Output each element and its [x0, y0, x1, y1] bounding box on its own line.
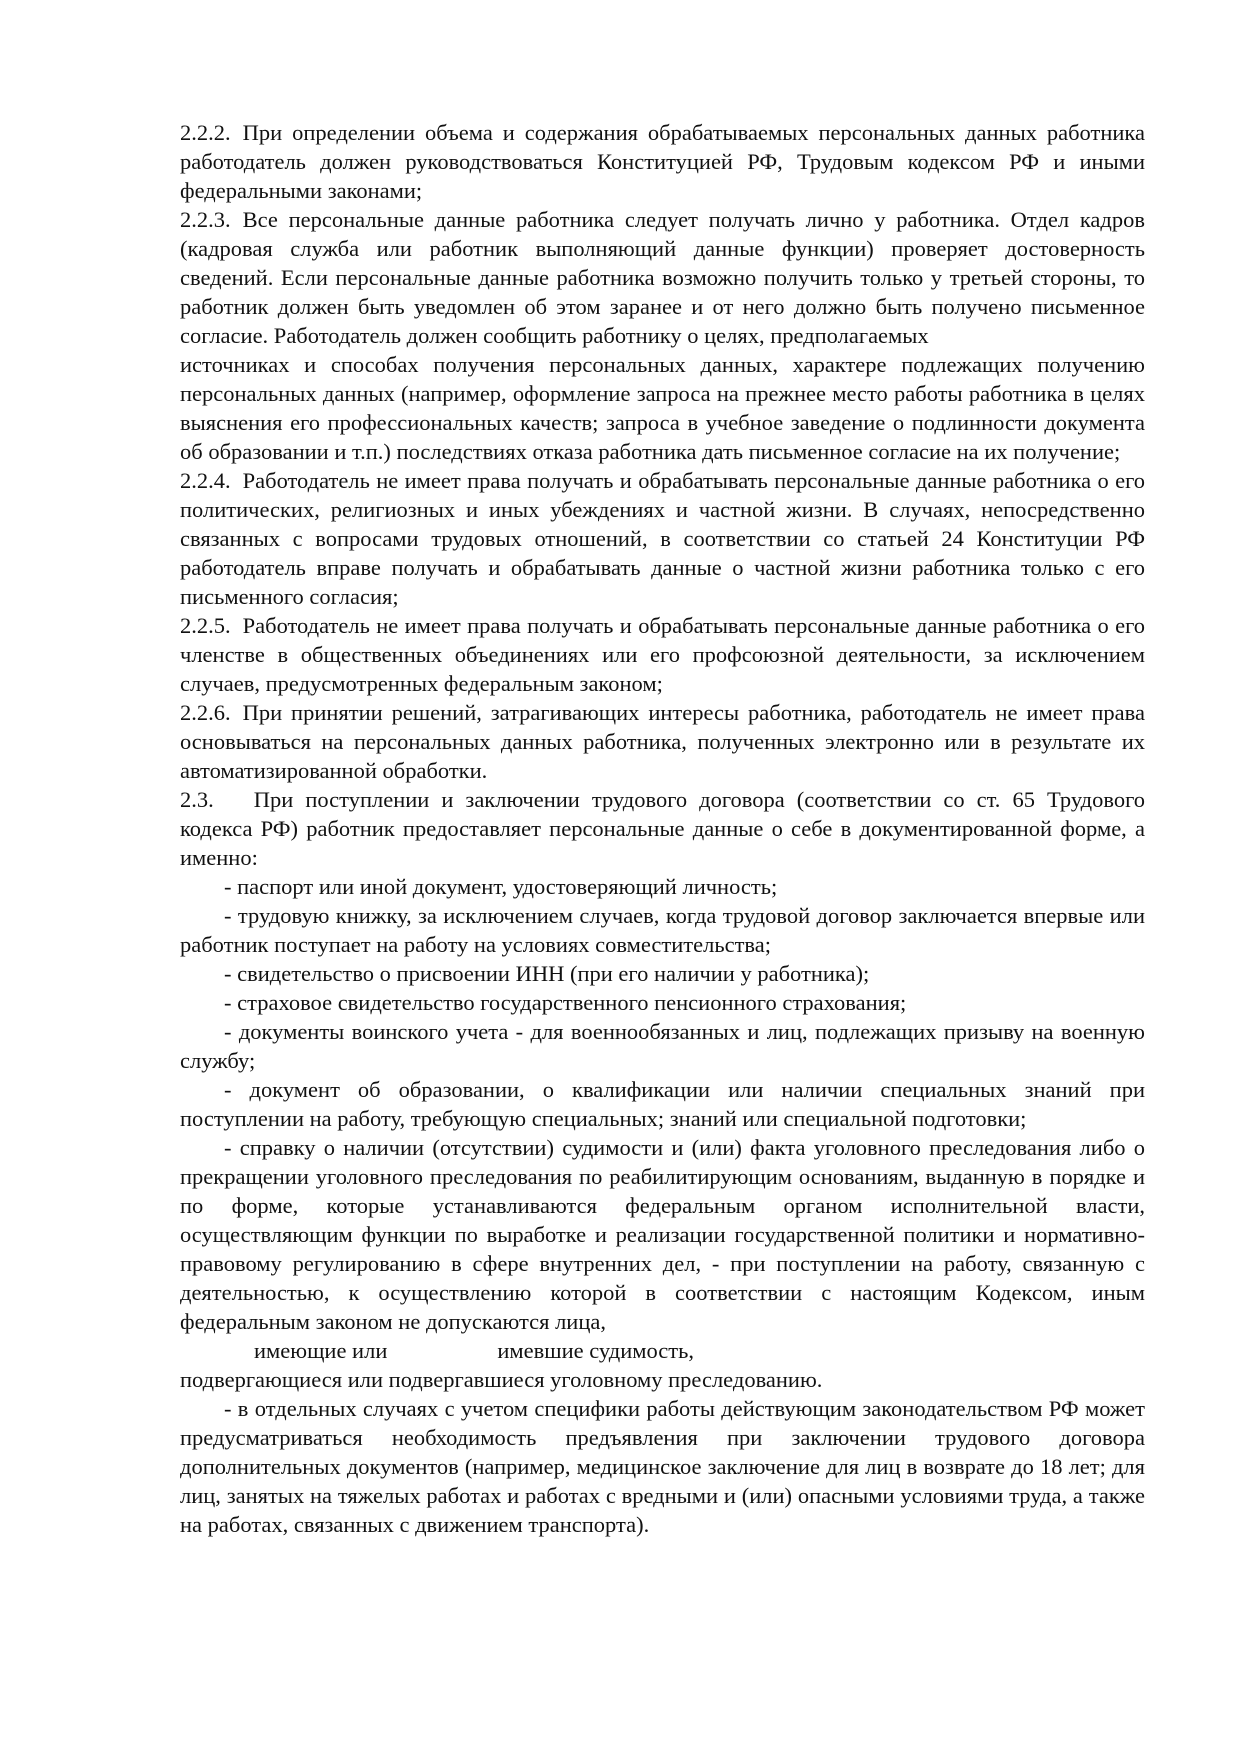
clause-number: 2.2.6. — [180, 700, 231, 725]
list-item-pension — [180, 988, 1145, 1017]
clause-text: При принятии решений, затрагивающих интересы работника, работодатель не имеет права основываться на персональных данных работника, полученных электронно или в результате их автоматизированной обработки. — [180, 700, 1145, 783]
list-item-inn — [180, 959, 1145, 988]
clause-2-2-4 — [180, 466, 1145, 611]
clause-text: Работодатель не имеет права получать и обрабатывать персональные данные работника о его политических, религиозных и иных убеждениях и частной жизни. В случаях, непосредственно связанных с вопросами трудовых отношений, в соответствии со статьей 24 Конституции РФ работодатель вправе получать и обрабатывать данные о частной жизни работника только с его письменного согласия; — [180, 468, 1145, 609]
clause-2-2-3-continuation — [180, 350, 1145, 466]
list-item-text: - страховое свидетельство государственного пенсионного страхования; — [224, 990, 907, 1015]
clause-number: 2.2.4. — [180, 468, 231, 493]
clause-2-2-6 — [180, 698, 1145, 785]
split-text-b: имевшие судимость, — [497, 1338, 695, 1363]
clause-2-3 — [180, 785, 1145, 872]
list-item-criminal-record-tail — [180, 1365, 1145, 1394]
clause-number: 2.2.3. — [180, 207, 231, 232]
list-item-text: - трудовую книжку, за исключением случаев, когда трудовой договор заключается впервые или работник поступает на работу на условиях совместительства; — [180, 903, 1145, 957]
clause-2-2-5 — [180, 611, 1145, 698]
list-item-criminal-record — [180, 1133, 1145, 1336]
list-item-text: - документ об образовании, о квалификации или наличии специальных знаний при поступлении на работу, требующую специальных; знаний или специальной подготовки; — [180, 1077, 1145, 1131]
list-item-text: - справку о наличии (отсутствии) судимости и (или) факта уголовного преследования либо о прекращении уголовного преследования по реабилитирующим основаниям, выданную в порядке и по форме, которые устанавливаются федеральным органом исполнительной власти, осуществляющим функции по выработке и реализации государственной политики и нормативно-правовому регулированию в сфере внутренних дел, - при поступлении на работу, связанную с деятельностью, к осуществлению которой в соответствии с настоящим Кодексом, иным федеральным законом не допускаются лица, — [180, 1135, 1145, 1334]
list-item-additional-docs — [180, 1394, 1145, 1539]
clause-number: 2.3. — [180, 787, 214, 812]
list-item-text: - свидетельство о присвоении ИНН (при его наличии у работника); — [224, 961, 870, 986]
clause-2-2-2 — [180, 118, 1145, 205]
clause-text: При поступлении и заключении трудового договора (соответствии со ст. 65 Трудового кодекса РФ) работник предоставляет персональные данные о себе в документированной форме, а именно: — [180, 787, 1145, 870]
list-item-text: - документы воинского учета - для военнообязанных и лиц, подлежащих призыву на военную службу; — [180, 1019, 1145, 1073]
list-item-text: подвергающиеся или подвергавшиеся уголовному преследованию. — [180, 1367, 823, 1392]
clause-text: При определении объема и содержания обрабатываемых персональных данных работника работодатель должен руководствоваться Конституцией РФ, Трудовым кодексом РФ и иными федеральными законами; — [180, 120, 1145, 203]
list-item-passport — [180, 872, 1145, 901]
clause-number: 2.2.5. — [180, 613, 231, 638]
clause-text: источниках и способах получения персональных данных, характере подлежащих получению персональных данных (например, оформление запроса на прежнее место работы работника в целях выяснения его профессиональных качеств; запроса в учебное заведение о подлинности документа об образовании и т.п.) последствиях отказа работника дать письменное согласие на их получение; — [180, 352, 1145, 464]
split-text-a: имеющие или — [254, 1338, 388, 1363]
clause-text: Все персональные данные работника следует получать лично у работника. Отдел кадров (кадровая служба или работник выполняющий данные функции) проверяет достоверность сведений. Если персональные данные работника возможно получить только у третьей стороны, то работник должен быть уведомлен об этом заранее и от него должно быть получено письменное согласие. Работодатель должен сообщить работнику о целях, предполагаемых — [180, 207, 1145, 348]
clause-number: 2.2.2. — [180, 120, 231, 145]
list-item-criminal-record-split-line — [180, 1336, 1145, 1365]
list-item-text: - паспорт или иной документ, удостоверяющий личность; — [224, 874, 778, 899]
list-item-workbook — [180, 901, 1145, 959]
list-item-text: - в отдельных случаях с учетом специфики работы действующим законодательством РФ может предусматриваться необходимость предъявления при заключении трудового договора дополнительных документов (например, медицинское заключение для лиц в возврате до 18 лет; для лиц, занятых на тяжелых работах и работах с вредными и (или) опасными условиями труда, а также на работах, связанных с движением транспорта). — [180, 1396, 1145, 1537]
clause-text: Работодатель не имеет права получать и обрабатывать персональные данные работника о его членстве в общественных объединениях или его профсоюзной деятельности, за исключением случаев, предусмотренных федеральным законом; — [180, 613, 1145, 696]
clause-2-2-3 — [180, 205, 1145, 350]
list-item-education — [180, 1075, 1145, 1133]
list-item-military — [180, 1017, 1145, 1075]
